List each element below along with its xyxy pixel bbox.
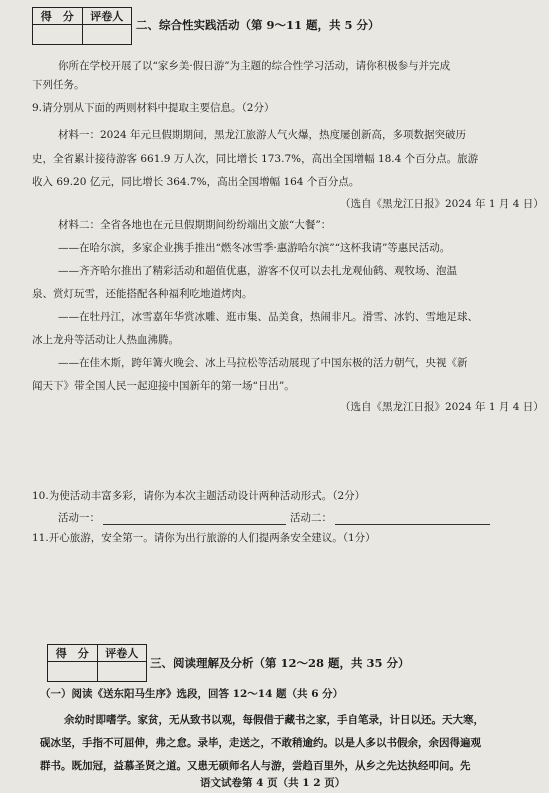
material1-line: 史，全省累计接待游客 661.9 万人次，同比增长 173.7%，高出全国增幅 18.4 个百分点。旅游 [32, 153, 479, 165]
material1-line: 材料一：2024 年元旦假期期间，黑龙江旅游人气火爆，热度屡创新高，多项数据突破历 [58, 129, 467, 141]
material1-source: （选自《黑龙江日报》2024 年 1 月 4 日） [340, 198, 544, 210]
activity2-answer-line[interactable] [335, 524, 490, 525]
q11-stem: 11.开心旅游，安全第一。请你为出行旅游的人们提两条安全建议。（1分） [32, 532, 376, 544]
section3-subtitle: （一）阅读《送东阳马生序》选段，回答 12～14 题（共 6 分） [40, 688, 344, 700]
score-cell[interactable] [48, 662, 98, 682]
q10-stem: 10.为使活动丰富多彩，请你为本次主题活动设计两种活动形式。（2分） [32, 490, 366, 502]
material1-line: 收入 69.20 亿元，同比增长 364.7%，高出全国增幅 164 个百分点。 [32, 176, 360, 188]
q11-answer-area[interactable] [32, 552, 522, 637]
score-cell[interactable] [33, 25, 83, 45]
score-box-2 [47, 644, 147, 682]
material2-line: ——在牡丹江，冰雪嘉年华赏冰雕、逛市集、品美食，热闹非凡。滑雪、冰钓、雪地足球、 [58, 311, 478, 323]
section2-intro-line1: 你所在学校开展了以“家乡美·假日游”为主题的综合性学习活动，请你积极参与并完成 [58, 60, 451, 72]
page-footer: 语文试卷第 4 页（共 1 2 页） [200, 777, 346, 789]
material2-source: （选自《黑龙江日报》2024 年 1 月 4 日） [340, 401, 544, 413]
grader-label: 评卷人 [82, 8, 132, 25]
q9-answer-area[interactable] [32, 420, 522, 480]
grader-label: 评卷人 [97, 645, 147, 662]
material2-line: ——齐齐哈尔推出了精彩活动和超值优惠，游客不仅可以去扎龙观仙鹤、观牧场、泡温 [58, 265, 457, 277]
activity1-answer-line[interactable] [103, 524, 286, 525]
activity1-label: 活动一： [58, 512, 100, 524]
material2-line: 冰上龙舟等活动让人热血沸腾。 [32, 334, 179, 346]
passage-line: 群书。既加冠，益慕圣贤之道。又患无硕师名人与游，尝趋百里外，从乡之先达执经叩问。先 [40, 760, 471, 772]
material2-line: ——在哈尔滨，多家企业携手推出“燃冬冰雪季·惠游哈尔滨”“这杯我请”等惠民活动。 [58, 242, 451, 254]
section2-intro-line2: 下列任务。 [32, 79, 85, 91]
grader-cell[interactable] [82, 25, 132, 45]
score-label: 得 分 [48, 645, 98, 662]
grader-cell[interactable] [97, 662, 147, 682]
material2-line: 泉、赏灯玩雪，还能搭配各种福利吃地道烤肉。 [32, 288, 253, 300]
score-label: 得 分 [33, 8, 83, 25]
activity2-label: 活动二： [290, 512, 332, 524]
score-box-1 [32, 7, 132, 45]
section3-title: 三、阅读理解及分析（第 12～28 题，共 35 分） [150, 656, 410, 670]
section2-title: 二、综合性实践活动（第 9～11 题，共 5 分） [136, 18, 380, 32]
material2-line: ——在佳木斯，跨年篝火晚会、冰上马拉松等活动展现了中国东极的活力朝气，央视《新 [58, 357, 468, 369]
passage-line: 砚冰坚，手指不可屈伸，弗之怠。录毕，走送之，不敢稍逾约。以是人多以书假余，余因得遍观 [40, 737, 481, 749]
material2-line: 材料二：全省各地也在元旦假期期间纷纷端出文旅“大餐”： [58, 219, 332, 231]
passage-line: 余幼时即嗜学。家贫，无从致书以观，每假借于藏书之家，手自笔录，计日以还。天大寒， [64, 714, 484, 726]
q9-stem: 9.请分别从下面的两则材料中提取主要信息。（2分） [32, 102, 275, 114]
material2-line: 闻天下》带全国人民一起迎接中国新年的第一场“日出”。 [32, 380, 295, 392]
